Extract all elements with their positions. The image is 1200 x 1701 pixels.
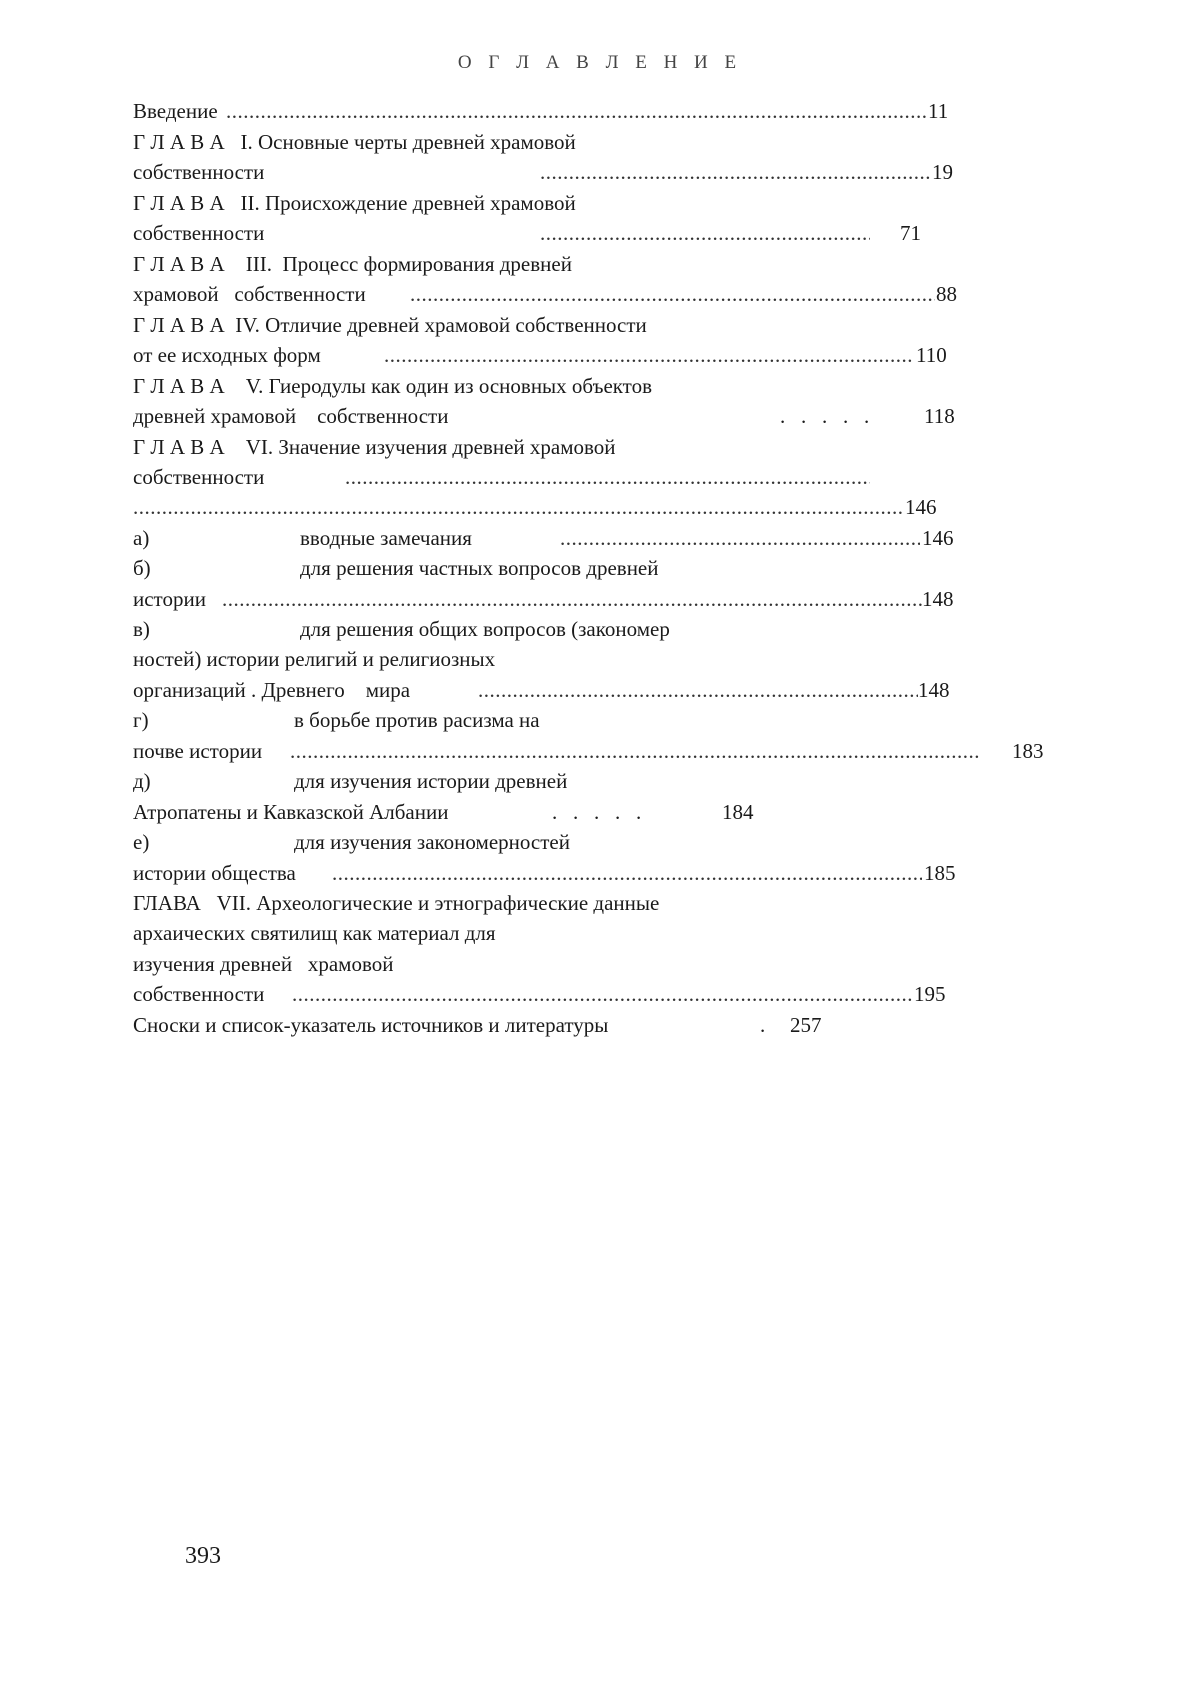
toc-leader-dots	[332, 860, 922, 886]
toc-sub-v-letter: в)	[133, 617, 150, 641]
toc-sub-b-title-cont: истории	[133, 587, 206, 611]
toc-leader-dots	[290, 738, 980, 764]
toc-ch4-title-cont: от ее исходных форм	[133, 343, 321, 367]
toc-ch7-title: ГЛАВА VII. Археологические и этнографические данные	[133, 891, 660, 915]
toc-sub-a-letter: а)	[133, 526, 150, 550]
toc-sub-e-letter: е)	[133, 830, 150, 854]
toc-ch4-title: Г Л А В А IV. Отличие древней храмовой собственности	[133, 313, 647, 337]
toc-ch1-title-cont: собственности	[133, 160, 265, 184]
toc-sub-d-page: 184	[722, 800, 754, 824]
toc-sub-v-title-cont: ностей) истории религий и религиозных	[133, 647, 496, 671]
toc-ch7-page: 195	[914, 982, 946, 1006]
toc-sub-e-title-cont: истории общества	[133, 861, 296, 885]
toc-leader-dots	[226, 98, 926, 124]
toc-intro-label: Введение	[133, 99, 218, 123]
toc-notes-trail-dots: .	[760, 1013, 766, 1037]
toc-ch6-title-cont: собственности	[133, 465, 265, 489]
toc-ch7-title-cont2: изучения древней храмовой	[133, 952, 394, 976]
toc-sub-v-title: для решения общих вопросов (закономер	[300, 617, 670, 641]
toc-ch5-title: Г Л А В А V. Гиеродулы как один из основных объектов	[133, 374, 653, 398]
toc-leader-dots	[345, 464, 870, 490]
toc-sub-b-letter: б)	[133, 556, 151, 580]
toc-ch3-page: 88	[936, 282, 957, 306]
toc-sub-d-title: для изучения истории древней	[294, 769, 568, 793]
toc-ch2-page: 71	[900, 221, 921, 245]
toc-ch7-title-cont3: собственности	[133, 982, 265, 1006]
toc-ch4-page: 110	[916, 343, 947, 367]
toc-leader-dots	[560, 525, 920, 551]
toc-sub-e-title: для изучения закономерностей	[294, 830, 570, 854]
toc-leader-dots	[410, 281, 935, 307]
toc-sub-d-title-cont: Атропатены и Кавказской Албании	[133, 800, 449, 824]
toc-sub-g-title: в борьбе против расизма на	[294, 708, 540, 732]
toc-sub-e-page: 185	[924, 861, 956, 885]
toc-sub-b-title: для решения частных вопросов древней	[300, 556, 659, 580]
toc-ch2-title: Г Л А В А II. Происхождение древней храмовой	[133, 191, 576, 215]
toc-ch6-page: 146	[905, 495, 937, 519]
toc-leader-dots	[292, 981, 914, 1007]
page-title: О Г Л А В Л Е Н И Е	[457, 52, 743, 73]
toc-sub-b-page: 148	[922, 587, 954, 611]
toc-ch1-title: Г Л А В А I. Основные черты древней храмовой	[133, 130, 576, 154]
toc-sub-v-title-cont2: организаций . Древнего мира	[133, 678, 411, 702]
toc-ch2-title-cont: собственности	[133, 221, 265, 245]
toc-sub-a-title: вводные замечания	[300, 526, 472, 550]
toc-sub-d-letter: д)	[133, 769, 151, 793]
toc-leader-dots	[540, 159, 930, 185]
toc-ch3-title: Г Л А В А III. Процесс формирования древней	[133, 252, 572, 276]
toc-ch5-title-cont: древней храмовой собственности	[133, 404, 449, 428]
toc-sub-v-page: 148	[918, 678, 950, 702]
toc-ch5-page: 118	[924, 404, 955, 428]
page-number: 393	[185, 1543, 221, 1569]
toc-leader-dots	[222, 586, 922, 612]
toc-ch6-title: Г Л А В А VI. Значение изучения древней храмовой	[133, 435, 616, 459]
toc-ch3-title-cont: храмовой собственности	[133, 282, 366, 306]
toc-ch1-page: 19	[932, 160, 953, 184]
toc-intro-page: 11	[928, 99, 949, 123]
toc-leader-dots	[478, 677, 918, 703]
toc-notes-label: Сноски и список-указатель источников и литературы	[133, 1013, 609, 1037]
toc-sub-g-page: 183	[1012, 739, 1044, 763]
toc-sub-g-title-cont: почве истории	[133, 739, 263, 763]
toc-sub-d-trail-dots: . . . . .	[552, 800, 642, 824]
toc-leader-dots	[384, 342, 914, 368]
toc-leader-dots	[133, 494, 903, 520]
toc-ch7-title-cont: архаических святилищ как материал для	[133, 921, 496, 945]
toc-leader-dots	[540, 220, 870, 246]
toc-ch5-trail-dots: . . . . .	[780, 404, 870, 428]
toc-notes-page: 257	[790, 1013, 822, 1037]
toc-sub-g-letter: г)	[133, 708, 149, 732]
toc-sub-a-page: 146	[922, 526, 954, 550]
